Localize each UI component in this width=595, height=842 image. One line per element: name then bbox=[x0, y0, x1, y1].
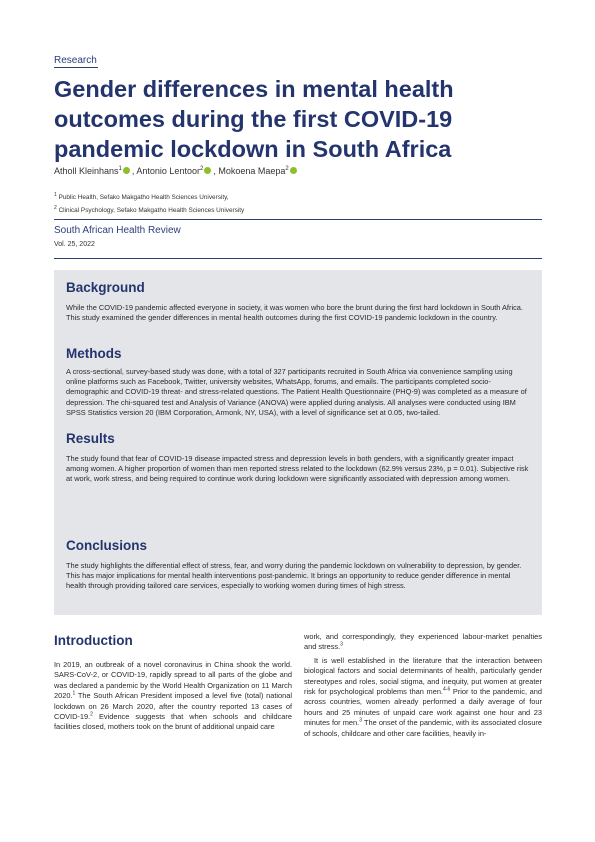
article-title: Gender differences in mental health outcomes during the first COVID-19 pandemic lockdown in South Africa bbox=[54, 76, 454, 162]
body-column-right bbox=[304, 632, 542, 739]
author-name[interactable]: Mokoena Maepa bbox=[218, 166, 286, 176]
abstract-conclusions-heading: Conclusions bbox=[66, 538, 148, 553]
orcid-icon[interactable] bbox=[123, 167, 130, 174]
abstract-background-text: While the COVID-19 pandemic affected everyone in society, it was women who bore the brunt during the first hard lockdown in South Africa. This study examined the gender differences in mental health outcomes during the first COVID-19 pandemic lockdown in the country. bbox=[66, 303, 523, 323]
body-paragraph: work, and correspondingly, they experienced labour-market penalties and stress.$^3$ bbox=[304, 632, 542, 652]
abstract-methods-heading: Methods bbox=[66, 346, 122, 361]
abstract-results-text: The study found that fear of COVID-19 disease impacted stress and depression levels in both genders, with a significantly greater impact among women. A higher proportion of women than men reported stress related to the lockdown (62.9% versus 23%, p = 0.01). Subjective risk at work, work stress, and being required to continue work during lockdown were significantly associated with depression among women. bbox=[66, 454, 529, 484]
abstract-conclusions-text: The study highlights the differential effect of stress, fear, and worry during the pandemic lockdown on vulnerability to depression, by gender. This has major implications for mental health interventions post-pandemic. It brings an opportunity to reduce gender difference in mental health through providing tailored care services, especially to working women during times of high stress. bbox=[66, 561, 522, 591]
affiliation-item: $^2$ Clinical Psychology, Sefako Makgatho Health Sciences University bbox=[54, 205, 245, 215]
citation-ref[interactable]: 4-6 bbox=[443, 686, 451, 693]
orcid-icon[interactable] bbox=[204, 167, 211, 174]
author-name[interactable]: Antonio Lentoor bbox=[136, 166, 200, 176]
journal-volume: Vol. 25, 2022 bbox=[54, 241, 95, 248]
introduction-heading: Introduction bbox=[54, 633, 133, 648]
abstract-background-heading: Background bbox=[66, 280, 145, 295]
body-column-left bbox=[54, 660, 292, 733]
orcid-icon[interactable] bbox=[290, 167, 297, 174]
divider bbox=[54, 219, 542, 220]
abstract-box bbox=[54, 270, 542, 615]
section-label: Research bbox=[54, 55, 97, 66]
citation-ref[interactable]: 3 bbox=[359, 717, 362, 724]
citation-ref[interactable]: 1 bbox=[72, 690, 76, 697]
abstract-methods-text: A cross-sectional, survey-based study was done, with a total of 327 participants recruited in South Africa via convenience sampling using online platforms such as Facebook, Twitter, university websites, WhatsApp, forums, and emails. The participants completed socio-demographic and COVID-19 threat- and stress-related questions. The Patient Health Questionnaire (PHQ-9) was completed as a measure of depression. The chi-squared test and Analysis of Variance (ANOVA) were applied during analysis. All analyses were conducted using IBM SPSS Statistics version 20 (IBM Corporation, Armonk, NY, USA), with a level of significance set at 0.05, two-tailed. bbox=[66, 367, 527, 417]
abstract-results-heading: Results bbox=[66, 431, 115, 446]
citation-ref[interactable]: 2 bbox=[90, 711, 93, 718]
body-paragraph: It is well established in the literature that the interaction between biological factors and social determinants of health, particularly gender stereotypes and roles, social stigma, and inequity, put women at greater risk for psychological problems than men.$^{4-6}$ Prior to the pandemic, and across countries, women already performed a daily average of four hours and 25 minutes of unpaid care work against one hour and 23 minutes for men.$^3$ The onset of the pandemic, with its associated closure of schools, childcare and other care facilities, heavily in- bbox=[304, 655, 542, 738]
author-affiliation-marker: 2 bbox=[199, 166, 204, 172]
section-label-underline bbox=[54, 67, 98, 68]
citation-ref[interactable]: 3 bbox=[340, 641, 343, 648]
body-paragraph: In 2019, an outbreak of a novel coronavirus in China shook the world. SARS-CoV-2, or COVID-19, rapidly spread to all parts of the globe and was declared a pandemic by the World Health Organization on 11 March 2020.$^1$ The South African President imposed a level five (total) national lockdown on 26 March 2020, after the country reported 13 cases of COVID-19.$^2$ Evidence suggests that when schools and childcare facilities closed, mothers took on the brunt of additional unpaid care bbox=[54, 660, 292, 732]
author-affiliation-marker: 2 bbox=[285, 166, 289, 172]
divider bbox=[54, 258, 542, 259]
journal-name: South African Health Review bbox=[54, 225, 181, 236]
affiliation-item: $^1$ Public Health, Sefako Makgatho Health Sciences University, bbox=[54, 192, 229, 202]
author-list: Atholl Kleinhans$^1$ , Antonio Lentoor$^2$ , Mokoena Maepa$^2$ bbox=[54, 166, 299, 176]
author-affiliation-marker: 1 bbox=[118, 166, 122, 172]
author-name[interactable]: Atholl Kleinhans bbox=[54, 166, 119, 176]
affiliations bbox=[54, 190, 244, 216]
